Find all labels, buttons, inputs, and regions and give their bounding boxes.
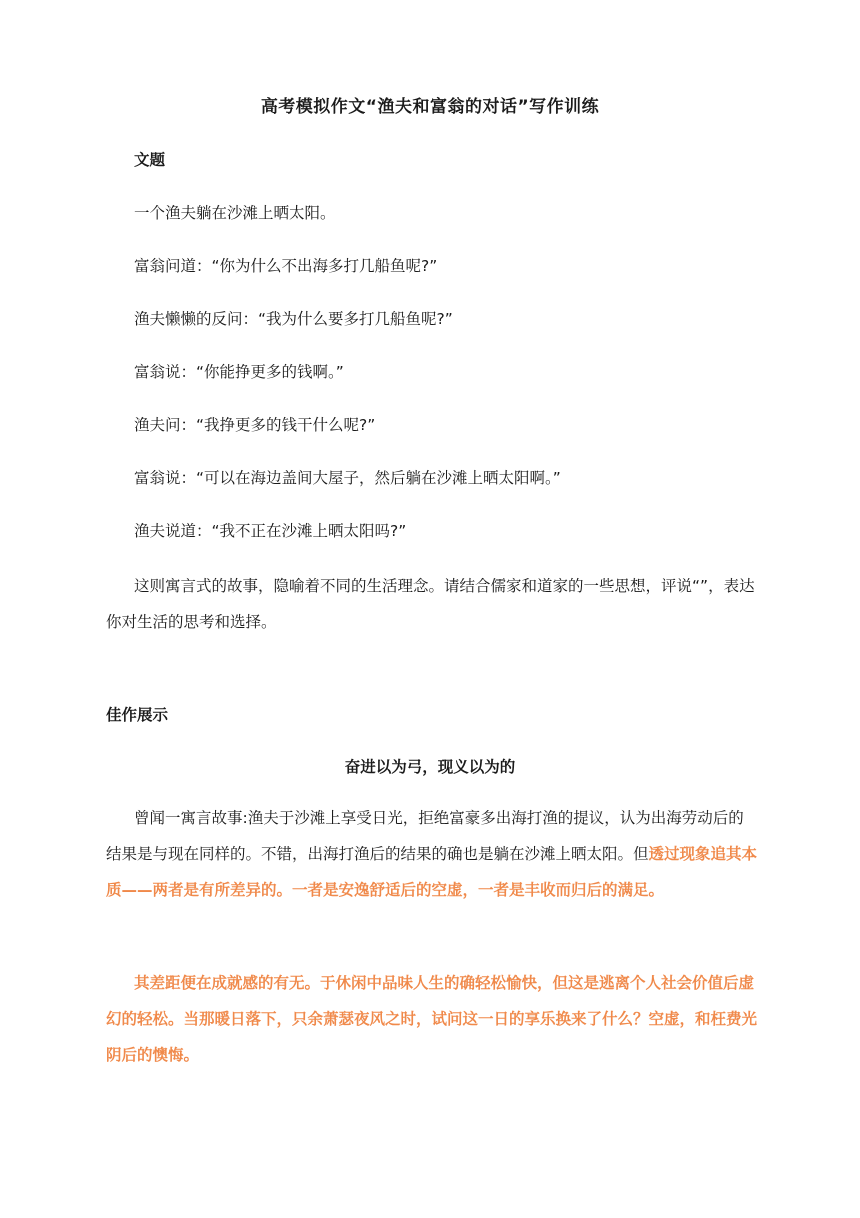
prompt-line-7: 渔夫说道：“我不正在沙滩上晒太阳吗?” bbox=[134, 522, 407, 540]
essay-paragraph-1 bbox=[106, 800, 758, 908]
showcase-heading: 佳作展示 bbox=[106, 706, 169, 724]
prompt-instruction: 这则寓言式的故事，隐喻着不同的生活理念。请结合儒家和道家的一些思想，评说“”，表达你对生活的思考和选择。 bbox=[106, 577, 755, 631]
essay-paragraph-2 bbox=[106, 965, 758, 1073]
prompt-line-5: 渔夫问：“我挣更多的钱干什么呢?” bbox=[134, 416, 376, 434]
prompt-line-4: 富翁说：“你能挣更多的钱啊。” bbox=[134, 363, 344, 381]
prompt-line-6: 富翁说：“可以在海边盖间大屋子，然后躺在沙滩上晒太阳啊。” bbox=[134, 469, 561, 487]
document-title: 高考模拟作文“渔夫和富翁的对话”写作训练 bbox=[260, 97, 600, 117]
essay-paragraph-1-text: 曾闻一寓言故事:渔夫于沙滩上享受日光，拒绝富豪多出海打渔的提议，认为出海劳动后的结果是与现在同样的。不错，出海打渔后的结果的确也是躺在沙滩上晒太阳。但 bbox=[106, 809, 744, 863]
essay-title: 奋进以为弓，现义以为的 bbox=[344, 758, 516, 776]
prompt-line-1: 一个渔夫躺在沙滩上晒太阳。 bbox=[134, 204, 336, 222]
prompt-line-2: 富翁问道：“你为什么不出海多打几船鱼呢?” bbox=[134, 257, 438, 275]
prompt-heading: 文题 bbox=[134, 151, 166, 169]
prompt-line-3: 渔夫懒懒的反问：“我为什么要多打几船鱼呢?” bbox=[134, 310, 453, 328]
essay-paragraph-2-highlight: 其差距便在成就感的有无。于休闲中品味人生的确轻松愉快，但这是逃离个人社会价值后虚幻的轻松。当那暖日落下，只余萧瑟夜风之时，试问这一日的享乐换来了什么？空虚，和枉费光阴后的懊悔。 bbox=[106, 974, 758, 1064]
essay-paragraph-1-highlight: 透过现象追其本质——两者是有所差异的。一者是安逸舒适后的空虚，一者是丰收而归后的满足。 bbox=[106, 845, 758, 899]
